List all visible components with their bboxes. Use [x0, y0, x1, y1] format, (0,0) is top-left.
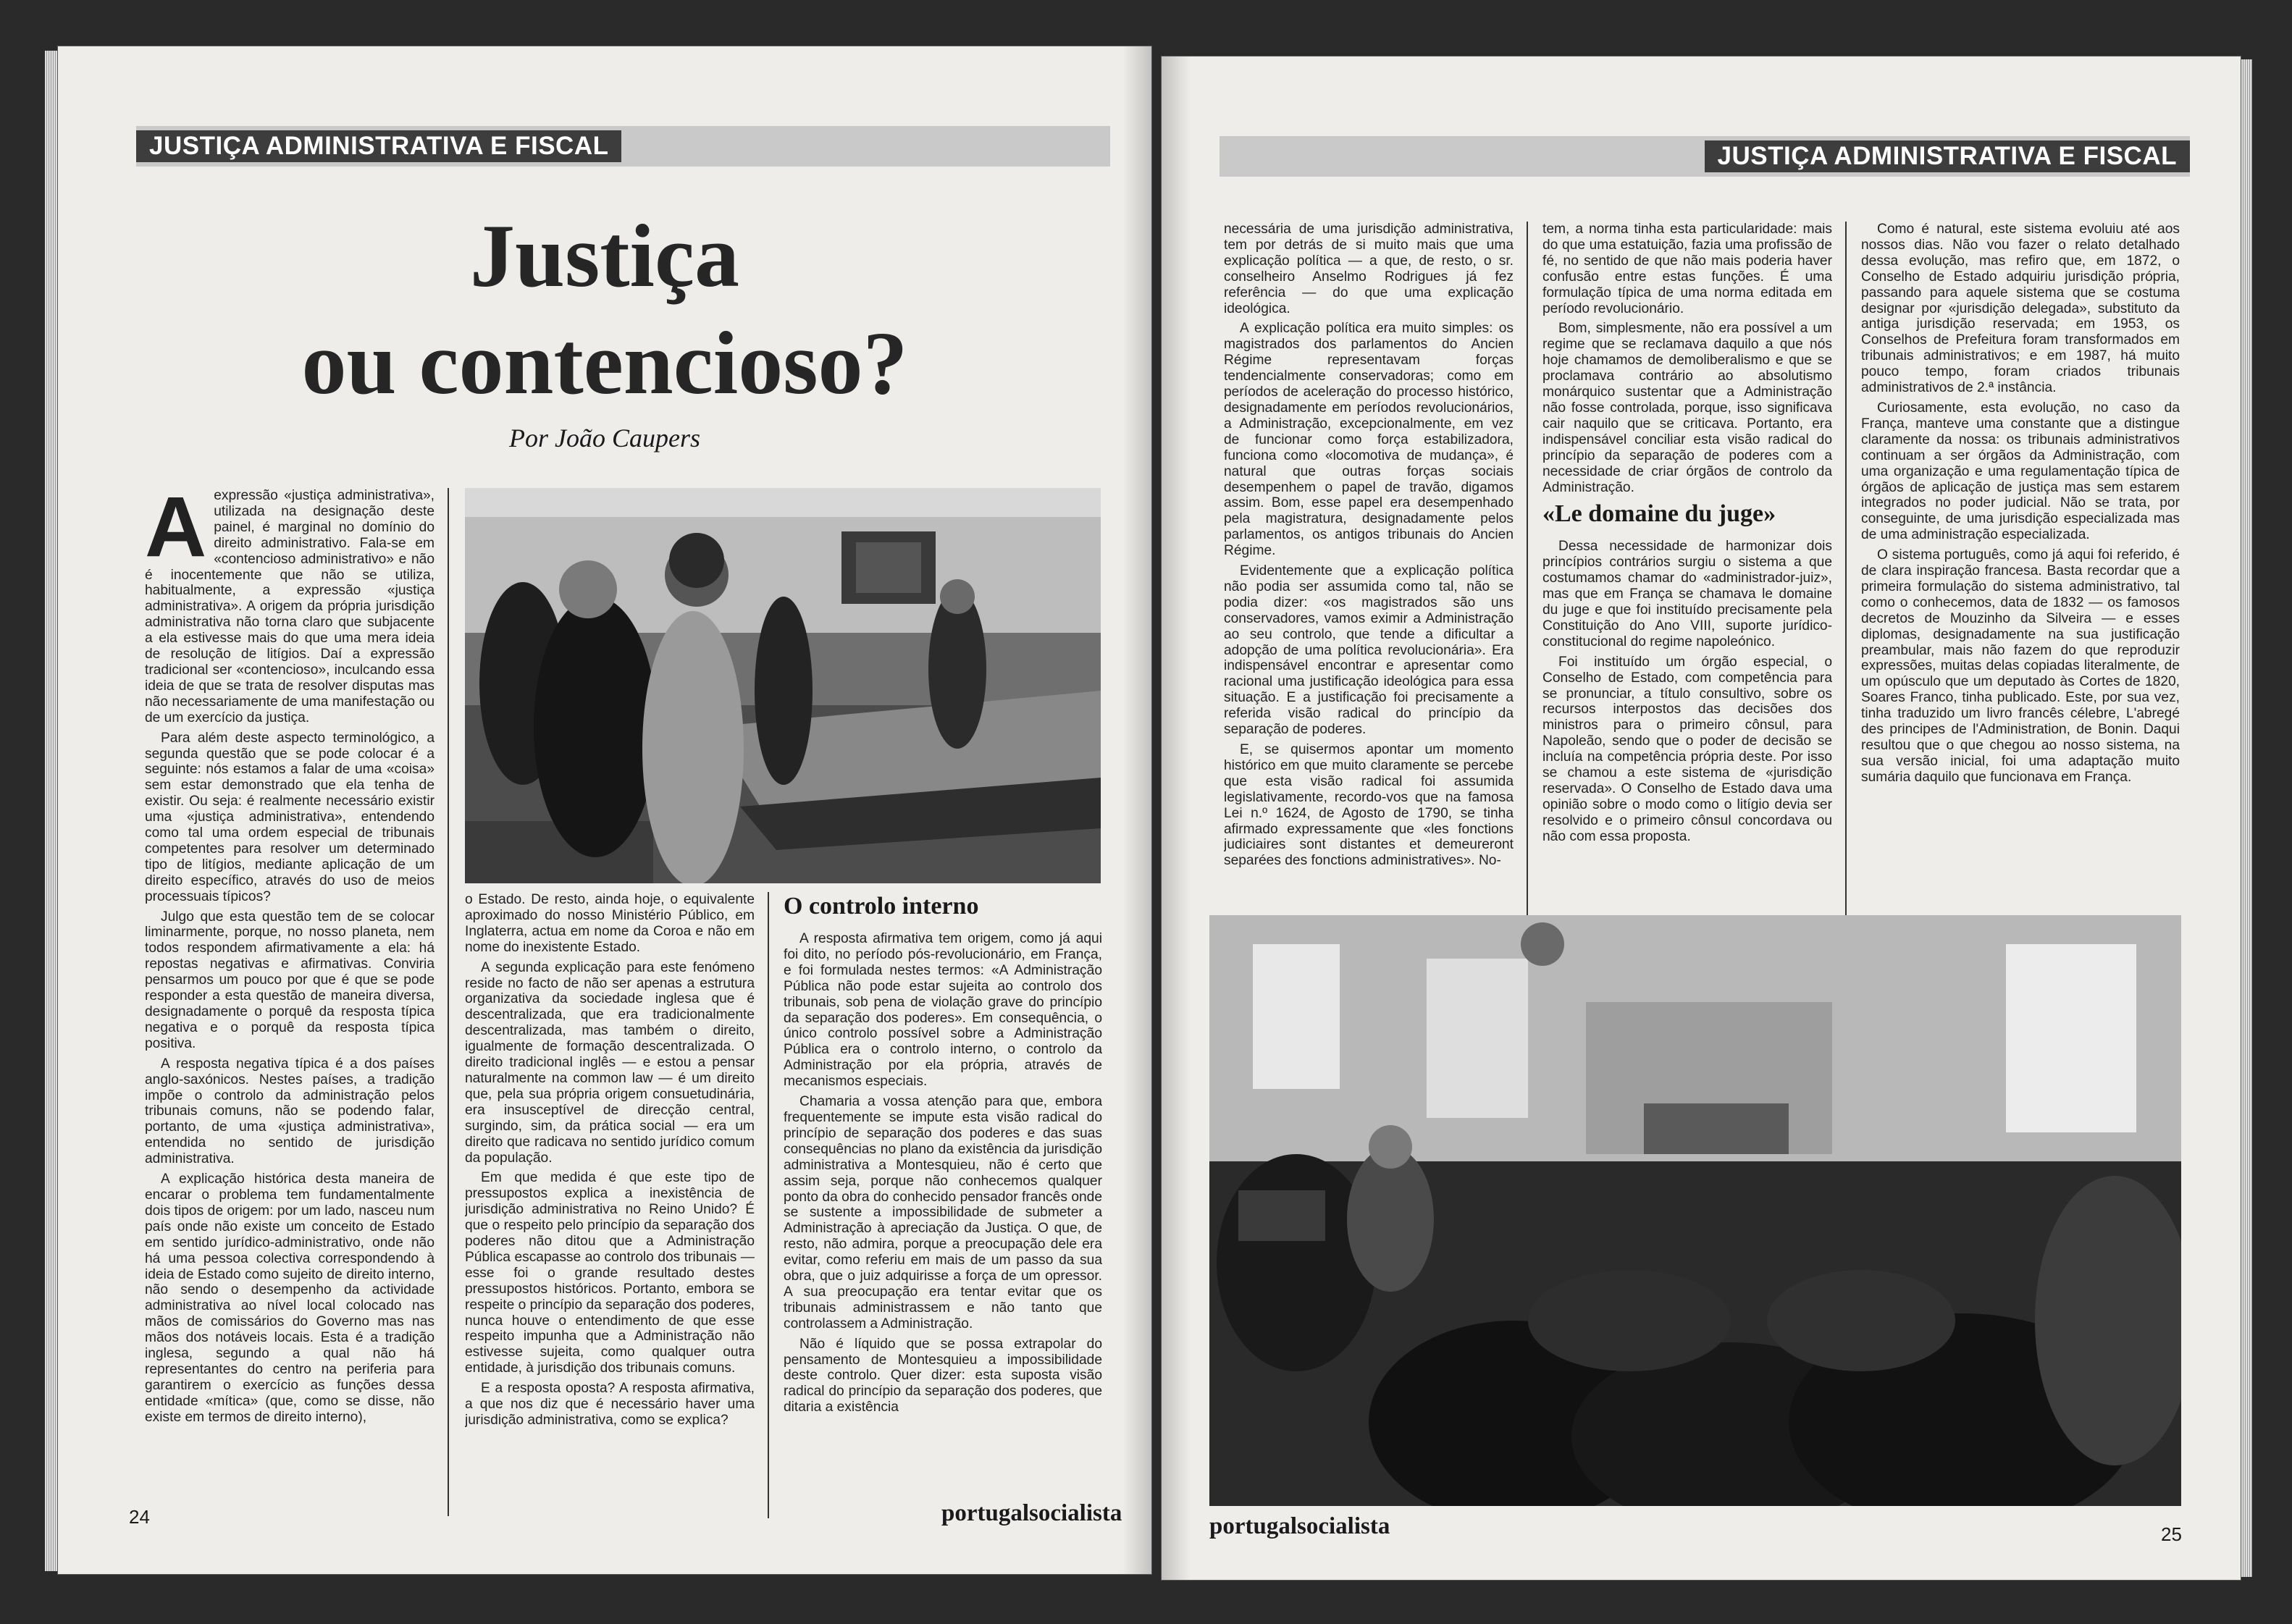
byline: Por João Caupers [509, 424, 700, 453]
section-label: JUSTIÇA ADMINISTRATIVA E FISCAL [1705, 140, 2190, 172]
page-number: 25 [2161, 1523, 2182, 1545]
paragraph: Em que medida é que este tipo de pressupostos explica a inexistência de jurisdição administrativa no Reino Unido? É que o respeito pelo princípio da separação dos poderes não ditou que a Administração Pública escapasse ao controlo dos tribunais — esse foi o grande resultado destes pressupostos históricos. Portanto, embora se respeite o princípio da separação dos poderes, nunca houve o entendimento de que esse respeito impunha que a Administração não estivesse sujeita, como qualquer outra entidade, à jurisdição dos tribunais comuns. [465, 1170, 755, 1376]
paragraph: A resposta afirmativa tem origem, como já aqui foi dito, no período pós-revolucionário, em França, e foi formulada nestes termos: «A Administração Pública não pode estar sujeita ao controlo dos tribunais, sob pena de violação grave do princípio da separação dos poderes». Em consequência, o único controlo possível sobre a Administração Pública era o controlo interno, o controlo da Administração por ela própria, através de mecanismos especiais. [784, 931, 1102, 1090]
paragraph: A segunda explicação para este fenómeno reside no facto de não ser apenas a estrutura organizativa da sociedade inglesa que é descentralizada, que era tradicionalmente descentralizada, mas também o direito, igualmente de formação descentralizada. O direito tradicional inglês — e estou a pensar naturalmente na common law — é um direito que, pela sua própria origem consuetudinária, era insusceptível de direcção central, surgindo, sim, da prática social — era um direito que radicava no sentido jurídico comum da população. [465, 959, 755, 1166]
article-column-4 [1224, 222, 1514, 959]
paragraph: o Estado. De resto, ainda hoje, o equivalente aproximado do nosso Ministério Público, em Inglaterra, actua em nome da Coroa e não em nome do inexistente Estado. [465, 892, 755, 955]
paragraph: necessária de uma jurisdição administrativa, tem por detrás de si muito mais que uma explicação política — a que, de resto, o sr. conselheiro Anselmo Rodrigues já fez referência — do que uma explicação ideológica. [1224, 222, 1514, 316]
paragraph: E, se quisermos apontar um momento histórico em que muito claramente se percebe que esta visão radical foi assumida legislativamente, recordo-vos que na famosa Lei n.º 1624, de Agosto de 1790, se tinha afirmado expressamente que «les fonctions judiciaires sont distantes et demeureront separées des fonctions administratives». No- [1224, 742, 1514, 869]
paragraph: expressão «justiça administrativa», utilizada na designação deste painel, é marginal no domínio do direito administrativo. Fala-se em «contencioso administrativo» e não é inocentemente que não se utiliza, habitualmente, a expressão «justiça administrativa». A origem da própria jurisdição administrativa não torna claro que subjacente a ela estivesse mais do que uma mera ideia de resolução de litígios. Daí a expressão tradicional ser «contencioso», inculcando essa ideia de que se trata de resolver disputas mas não necessariamente de uma manifestação ou de um exercício da justiça. [145, 488, 435, 725]
gutter-shadow [1162, 56, 1191, 1580]
headline-line-2: ou contencioso? [301, 314, 908, 413]
section-banner [136, 126, 1110, 167]
article-column-1 [145, 488, 435, 1520]
tribunal-audience-photo [1209, 915, 2181, 1506]
section-label: JUSTIÇA ADMINISTRATIVA E FISCAL [136, 130, 621, 162]
masthead: portugalsocialista [941, 1500, 1122, 1526]
subheading: O controlo interno [784, 893, 979, 920]
article-column-2 [465, 892, 755, 1522]
section-banner [1220, 136, 2190, 177]
courtroom-photo [465, 488, 1101, 883]
column-rule [1527, 222, 1528, 956]
paragraph: Como é natural, este sistema evoluiu até aos nossos dias. Não vou fazer o relato detalhado dessa evolução, mas refiro que, em 1872, o Conselho de Estado adquiriu jurisdição própria, passando para aquele sistema que se costuma designar por «jurisdição delegada», substituto da antiga jurisdição reservada; em 1953, os Conselhos de Prefeitura foram transformados em tribunais administrativos; e em 1987, há muito pouco tempo, foram criados tribunais administrativos de 2.ª instância. [1861, 222, 2180, 396]
right-page [1162, 56, 2241, 1580]
paragraph: Bom, simplesmente, não era possível a um regime que se reclamava daquilo a que nós hoje chamamos de demoliberalismo e que se proclamava contrário ao absolutismo monárquico sustentar que a Administração não fosse controlada, porque, isso significava cair naquilo que se criticava. Portanto, era indispensável conciliar esta visão radical do princípio da separação de poderes com a necessidade de criar órgãos de controlo da Administração. [1542, 321, 1832, 495]
paragraph: A resposta negativa típica é a dos países anglo-saxónicos. Nestes países, a tradição impõe o controlo da administração pelos tribunais comuns, não se podendo falar, portanto, de uma «justiça administrativa», entendida no sentido de jurisdição administrativa. [145, 1056, 435, 1167]
paragraph: Foi instituído um órgão especial, o Conselho de Estado, com competência para se pronunciar, a título consultivo, sobre os recursos interpostos das decisões dos ministros para o primeiro cônsul, para Napoleão, sendo que o poder de decisão se incluía na competência própria deste. Por isso se chamou a este sistema de «jurisdição reservada». O Conselho de Estado dava uma opinião sobre o modo como o litígio devia ser resolvido e o primeiro cônsul concordava ou não com essa proposta. [1542, 654, 1832, 844]
column-rule [448, 488, 449, 1516]
article-column-6 [1861, 222, 2180, 959]
paragraph: Dessa necessidade de harmonizar dois princípios contrários surgiu o sistema a que costumamos chamar do «administrador-juiz», mas que em França se chamava le domaine du juge e que foi instituído precisamente pela Constituição do Ano VIII, suporte jurídico-constitucional do regime napoleónico. [1542, 539, 1832, 649]
paragraph: A explicação histórica desta maneira de encarar o problema tem fundamentalmente dois tipos de origem: por um lado, nasceu num país onde não existe um conceito de Estado em sentido jurídico-administrativo, onde não há uma pessoa colectiva correspondendo à ideia de Estado como sujeito de direito interno, não sendo o desempenho da actividade administrativa ao nível local colocado nas mãos de comissários do Governo mas nas mãos dos notáveis locais. Esta é a tradição inglesa, segundo a qual não há representantes do centro na periferia para garantirem o exercício as funções dessa entidade «mítica» (que, como se disse, não existe em termos de direito interno), [145, 1171, 435, 1425]
paragraph: tem, a norma tinha esta particularidade: mais do que uma estatuição, fazia uma profissão de fé, no sentido de que não mais poderia haver confusão entre estas funções. É uma formulação típica de uma norma editada em período revolucionário. [1542, 222, 1832, 316]
left-page [58, 46, 1151, 1574]
paragraph: Chamaria a vossa atenção para que, embora frequentemente se impute esta visão radical do princípio de separação dos poderes e das suas consequências no plano da existência da jurisdição administrativa a Montesquieu, não é certo que assim seja, porque não conhecemos qualquer ponto da obra do conhecido pensador francês onde se sustente a impossibilidade de submeter a Administração à apreciação da Justiça. O que, de resto, não admira, porque a preocupação dele era evitar, como referiu em mais de um passo da sua obra, que o juiz adquirisse a força de um opressor. A sua preocupação era tentar evitar que os tribunais administrassem e não tanto que controlassem a Administração. [784, 1094, 1102, 1331]
paragraph: Para além deste aspecto terminológico, a segunda questão que se pode colocar é a seguinte: nós estamos a falar de uma «coisa» sem estar demonstrado que ela tenha de existir. Ou seja: é realmente necessário existir uma «justiça administrativa», entendendo como tal uma ordem especial de tribunais competentes para resolver um determinado tipo de litígios, mediante aplicação de um direito específico, através do uso de meios processuais típicos? [145, 730, 435, 904]
drop-cap: A [145, 488, 207, 575]
article-column-5 [1542, 222, 1832, 959]
page-number: 24 [129, 1506, 150, 1528]
paragraph: E a resposta oposta? A resposta afirmativa, a que nos diz que é necessário haver uma jurisdição administrativa, como se explica? [465, 1381, 755, 1428]
page-stack-edge-left [45, 51, 58, 1571]
column-rule [768, 892, 769, 1518]
article-column-3 [784, 888, 1102, 1522]
masthead: portugalsocialista [1209, 1513, 1390, 1539]
paragraph: A explicação política era muito simples: os magistrados dos parlamentos do Ancien Régime representavam forças tendencialmente conservadoras; como em períodos de aceleração do processo histórico, designadamente em períodos revolucionários, a Administração, excepcionalmente, em vez de funcionar como força estabilizadora, funciona como «locomotiva de mudança», é natural que outras forças sociais desempenhem o papel de travão, digamos assim. Bom, esse papel era desempenhado pela magistratura, designadamente pelos parlamentos, os antigos tribunais do Ancien Régime. [1224, 321, 1514, 559]
paragraph: Evidentemente que a explicação política não podia ser assumida como tal, não se podia dizer: «os magistrados são uns conservadores, vamos eximir a Administração ao seu controlo, que tende a dificultar a adopção de uma política revolucionária». Era indispensável encontrar e apresentar como racional uma justificação ideológica para essa situação. E a justificação foi precisamente a referida visão radical do princípio da separação de poderes. [1224, 563, 1514, 738]
column-rule [1845, 222, 1847, 956]
paragraph: Julgo que esta questão tem de se colocar liminarmente, porque, no nosso planeta, nem todos respondem afirmativamente a ela: há repostas negativas e afirmativas. Conviria pensarmos um pouco por que é que se pode responder a esta questão de maneira diversa, designadamente o porquê da resposta típica negativa e o porquê da resposta típica positiva. [145, 909, 435, 1051]
page-stack-edge-right [2241, 59, 2252, 1577]
paragraph: Não é líquido que se possa extrapolar do pensamento de Montesquieu a impossibilidade deste controlo. Quer dizer: esta suposta visão radical do princípio da separação dos poderes, que ditaria a existência [784, 1336, 1102, 1415]
headline-line-1: Justiça [470, 206, 739, 306]
paragraph: Curiosamente, esta evolução, no caso da França, manteve uma constante que a distingue claramente da nossa: os tribunais administrativos continuam a ser órgãos da Administração, com uma organização e uma regulamentação típica de órgãos de aplicação de justiça mas sem estarem integrados no poder judicial. Não se trata, por conseguinte, de uma jurisdição especializada mas de uma administração especializada. [1861, 400, 2180, 543]
paragraph: O sistema português, como já aqui foi referido, é de clara inspiração francesa. Basta recordar que a primeira formulação do sistema administrativo, tal como o conhecemos, data de 1832 — os famosos decretos de Mouzinho da Silveira — e esses diplomas, designadamente na sua justificação preambular, mais não fazem do que reproduzir expressões, muitas delas copiadas literalmente, de um opúsculo que um deputado às Cortes de 1820, Soares Franco, tinha publicado. Este, por sua vez, tinha traduzido um livro francês célebre, L'abregé des principes de l'Administration, de Bonin. Daqui resultou que o que chegou ao nosso sistema, na sua versão inicial, foi uma adaptação muito sumária daquilo que funcionava em França. [1861, 547, 2180, 785]
subheading: «Le domaine du juge» [1542, 500, 1776, 528]
